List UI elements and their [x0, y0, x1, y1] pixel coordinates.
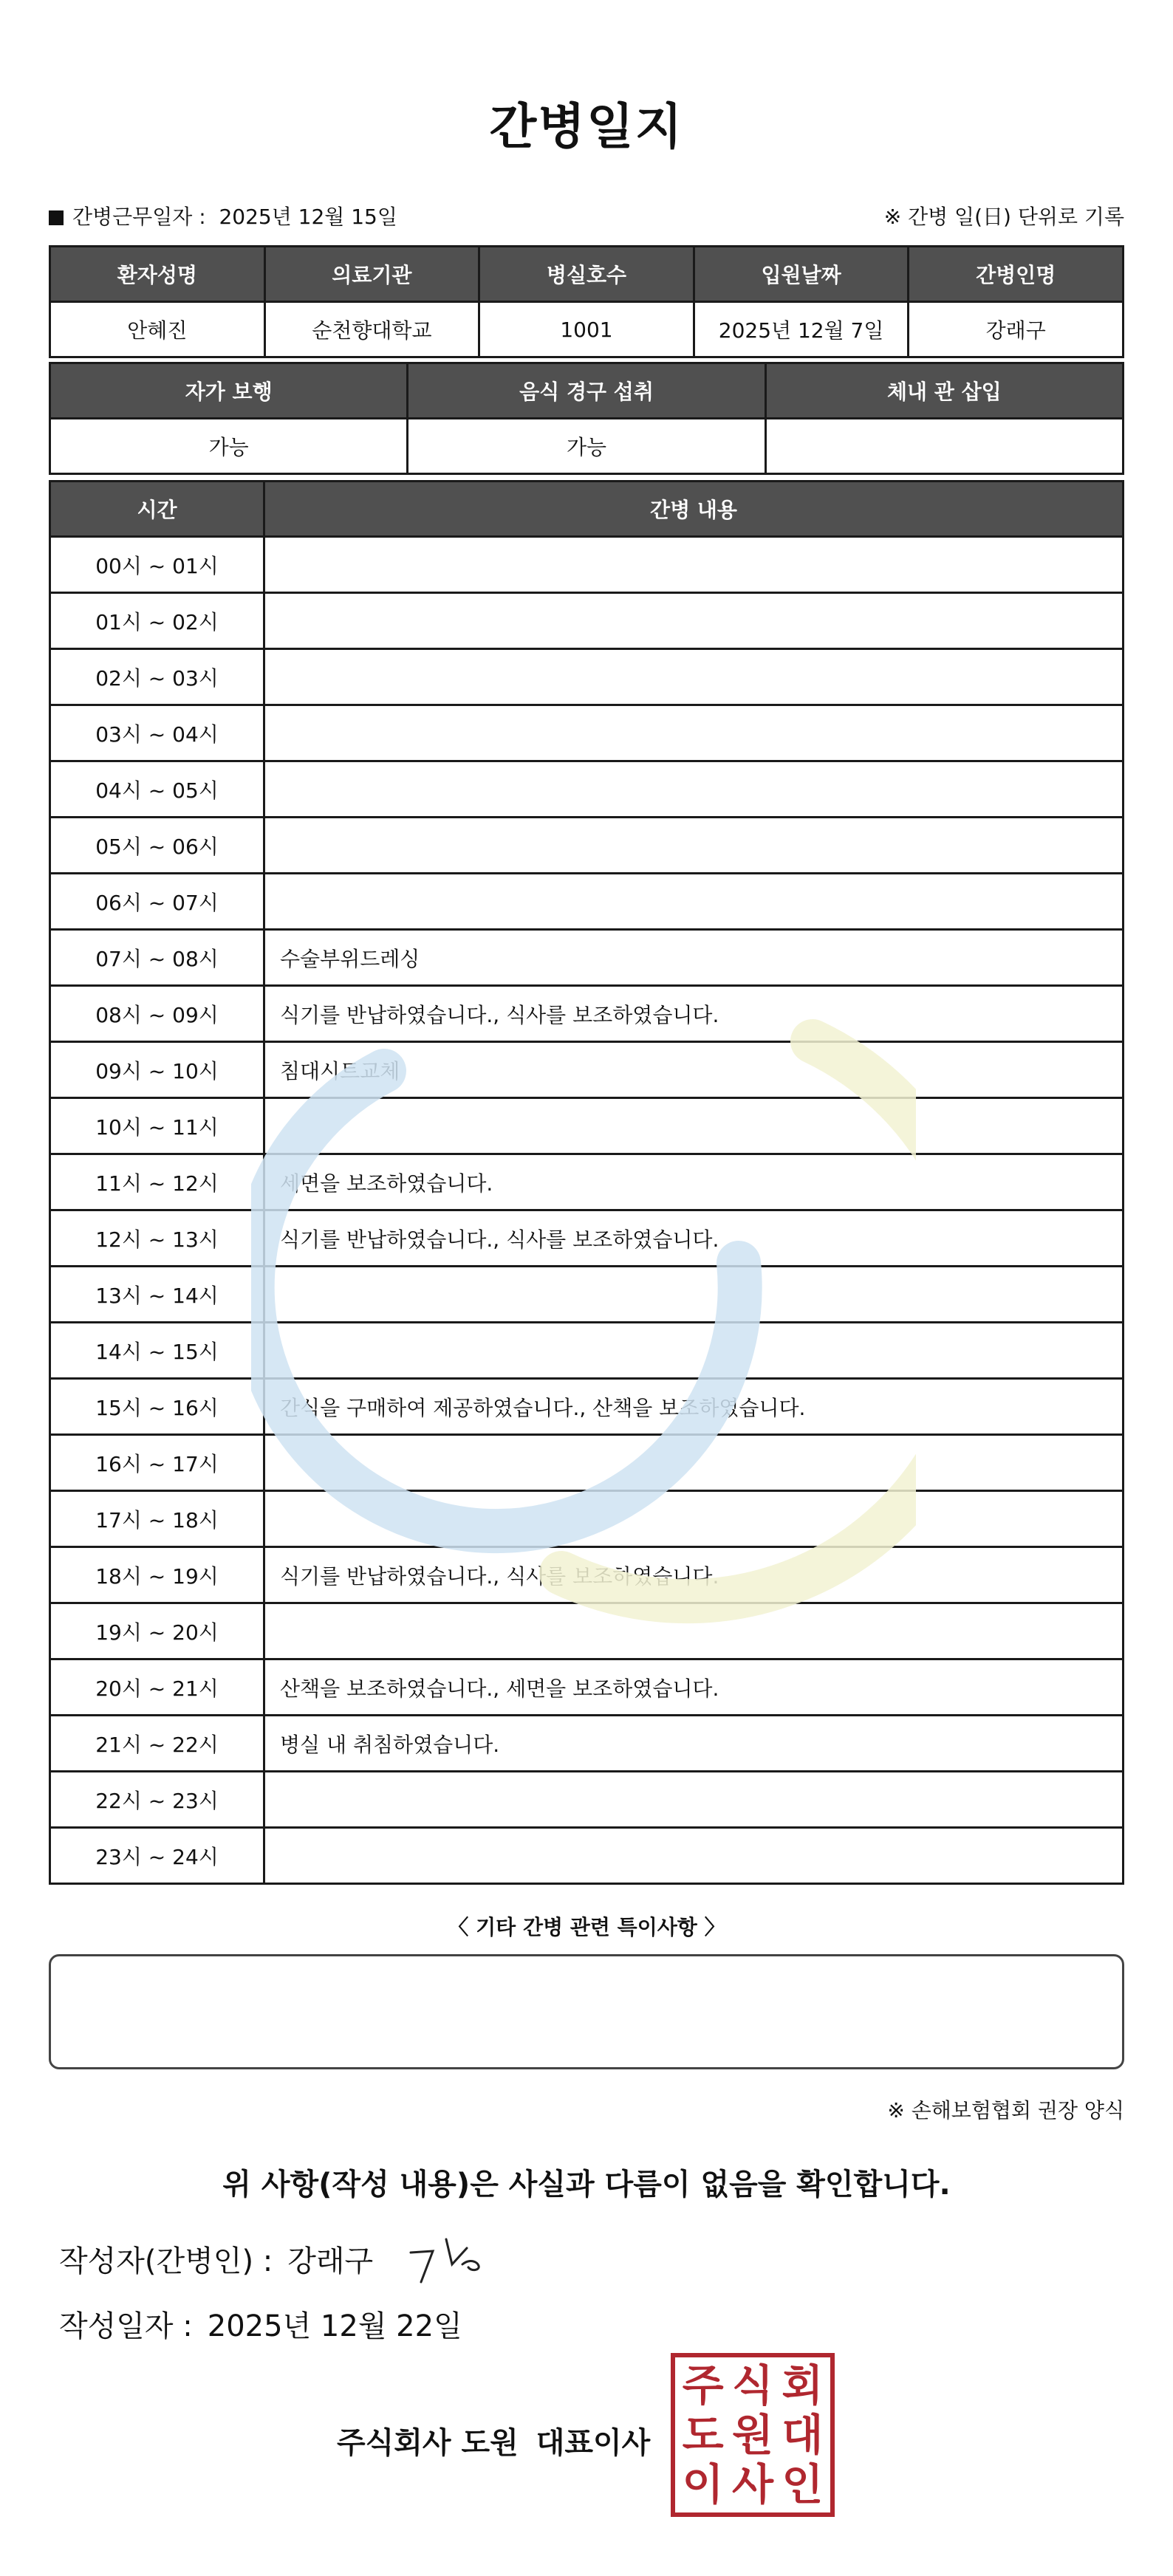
seal-character: 주 [682, 2360, 724, 2411]
table-row [50, 1603, 1124, 1659]
company-signoff [337, 2419, 650, 2462]
table-row [50, 1154, 1124, 1210]
table-row [50, 930, 1124, 986]
work-date-value: 2025년 12월 15일 [219, 205, 397, 229]
care-content-cell: 세면을 보조하였습니다. [264, 1154, 1124, 1210]
table-header: 간병인명 [909, 247, 1124, 302]
written-date-value: 2025년 12월 22일 [207, 2309, 462, 2343]
care-content-cell: 수술부위드레싱 [264, 930, 1124, 986]
company-name: 주식회사 도원 [337, 2426, 519, 2460]
table-row [50, 874, 1124, 930]
table-header-row [50, 363, 1124, 419]
seal-character: 식 [731, 2360, 773, 2411]
seal-character: 사 [731, 2459, 773, 2510]
table-row [50, 419, 1124, 474]
care-content-cell: 산책을 보조하였습니다., 세면을 보조하였습니다. [264, 1659, 1124, 1716]
table-row [50, 1491, 1124, 1547]
care-content-cell: 침대시트교체 [264, 1042, 1124, 1098]
written-date-line [59, 2303, 462, 2345]
seal-character: 원 [731, 2409, 773, 2460]
log-body [50, 537, 1124, 1884]
time-slot-cell: 19시 ~ 20시 [50, 1603, 264, 1659]
time-slot-cell: 13시 ~ 14시 [50, 1267, 264, 1323]
care-content-cell [264, 761, 1124, 818]
table-row [50, 1772, 1124, 1828]
table-row [50, 1323, 1124, 1379]
walking-cell: 가능 [50, 419, 408, 474]
hourly-log-table [49, 480, 1124, 1885]
care-content-cell [264, 1603, 1124, 1659]
time-slot-cell: 22시 ~ 23시 [50, 1772, 264, 1828]
table-row [50, 761, 1124, 818]
table-row [50, 537, 1124, 593]
special-notes-box [49, 1954, 1124, 2069]
work-date [49, 201, 397, 230]
table-header: 병실호수 [479, 247, 694, 302]
table-header: 자가 보행 [50, 363, 408, 419]
room-number-cell: 1001 [479, 302, 694, 357]
caregiver-name-cell: 강래구 [909, 302, 1124, 357]
oral-intake-cell: 가능 [408, 419, 765, 474]
time-slot-cell: 17시 ~ 18시 [50, 1491, 264, 1547]
table-row [50, 1379, 1124, 1435]
time-slot-cell: 08시 ~ 09시 [50, 986, 264, 1042]
care-content-cell: 식기를 반납하였습니다., 식사를 보조하였습니다. [264, 986, 1124, 1042]
page-title: 간병일지 [489, 98, 684, 155]
time-slot-cell: 07시 ~ 08시 [50, 930, 264, 986]
table-row [50, 302, 1124, 357]
seal-character: 이 [682, 2459, 724, 2510]
time-slot-cell: 15시 ~ 16시 [50, 1379, 264, 1435]
work-date-label: 간병근무일자 : [72, 205, 206, 229]
table-header: 환자성명 [50, 247, 265, 302]
care-content-cell [264, 705, 1124, 761]
care-content-cell: 병실 내 취침하였습니다. [264, 1716, 1124, 1772]
care-content-cell [264, 649, 1124, 705]
care-content-cell [264, 537, 1124, 593]
company-title: 대표이사 [536, 2426, 651, 2460]
table-row [50, 1210, 1124, 1267]
confirmation-statement: 위 사항(작성 내용)은 사실과 다름이 없음을 확인합니다. [222, 2168, 951, 2202]
association-note: ※ 손해보험협회 권장 양식 [887, 2098, 1124, 2123]
time-slot-cell: 10시 ~ 11시 [50, 1098, 264, 1154]
time-slot-cell: 21시 ~ 22시 [50, 1716, 264, 1772]
care-content-cell: 식기를 반납하였습니다., 식사를 보조하였습니다. [264, 1210, 1124, 1267]
table-row [50, 818, 1124, 874]
table-row [50, 1716, 1124, 1772]
table-header: 음식 경구 섭취 [408, 363, 765, 419]
seal-character: 도 [682, 2409, 724, 2460]
table-row [50, 1042, 1124, 1098]
patient-status-table [49, 362, 1124, 475]
table-header-row [50, 247, 1124, 302]
time-slot-cell: 01시 ~ 02시 [50, 593, 264, 649]
time-slot-cell: 09시 ~ 10시 [50, 1042, 264, 1098]
table-row [50, 1659, 1124, 1716]
hospital-cell: 순천향대학교 [264, 302, 479, 357]
table-header: 체내 관 삽입 [765, 363, 1123, 419]
time-slot-cell: 02시 ~ 03시 [50, 649, 264, 705]
writer-label: 작성자(간병인) : [59, 2244, 273, 2278]
table-header: 간병 내용 [264, 482, 1124, 537]
table-row [50, 649, 1124, 705]
time-slot-cell: 12시 ~ 13시 [50, 1210, 264, 1267]
time-slot-cell: 11시 ~ 12시 [50, 1154, 264, 1210]
company-seal-stamp [671, 2353, 835, 2517]
table-row [50, 1267, 1124, 1323]
time-slot-cell: 00시 ~ 01시 [50, 537, 264, 593]
handwritten-signature [405, 2229, 501, 2288]
unit-note: ※ 간병 일(日) 단위로 기록 [883, 205, 1124, 229]
care-content-cell [264, 1772, 1124, 1828]
square-bullet-icon [49, 210, 64, 225]
table-row [50, 1435, 1124, 1491]
patient-name-cell: 안혜진 [50, 302, 265, 357]
patient-info-table [49, 245, 1124, 358]
care-content-cell [264, 874, 1124, 930]
time-slot-cell: 03시 ~ 04시 [50, 705, 264, 761]
care-content-cell [264, 1098, 1124, 1154]
care-content-cell [264, 1267, 1124, 1323]
time-slot-cell: 06시 ~ 07시 [50, 874, 264, 930]
table-row [50, 593, 1124, 649]
table-header: 시간 [50, 482, 264, 537]
time-slot-cell: 04시 ~ 05시 [50, 761, 264, 818]
table-header: 입원날짜 [694, 247, 909, 302]
time-slot-cell: 14시 ~ 15시 [50, 1323, 264, 1379]
time-slot-cell: 20시 ~ 21시 [50, 1659, 264, 1716]
care-content-cell [264, 593, 1124, 649]
seal-character: 회 [782, 2360, 824, 2411]
care-content-cell [264, 1828, 1124, 1884]
time-slot-cell: 05시 ~ 06시 [50, 818, 264, 874]
care-content-cell [264, 1491, 1124, 1547]
seal-character: 대 [782, 2409, 824, 2460]
tube-insertion-cell [765, 419, 1123, 474]
table-row [50, 1828, 1124, 1884]
table-row [50, 986, 1124, 1042]
table-row [50, 705, 1124, 761]
written-date-label: 작성일자 : [59, 2309, 193, 2343]
time-slot-cell: 18시 ~ 19시 [50, 1547, 264, 1603]
writer-name: 강래구 [287, 2244, 374, 2278]
care-content-cell [264, 818, 1124, 874]
admission-date-cell: 2025년 12월 7일 [694, 302, 909, 357]
care-content-cell [264, 1435, 1124, 1491]
table-header-row [50, 482, 1124, 537]
seal-character: 인 [782, 2459, 824, 2510]
time-slot-cell: 16시 ~ 17시 [50, 1435, 264, 1491]
care-content-cell: 간식을 구매하여 제공하였습니다., 산책을 보조하였습니다. [264, 1379, 1124, 1435]
table-row [50, 1098, 1124, 1154]
care-content-cell [264, 1323, 1124, 1379]
care-content-cell: 식기를 반납하였습니다., 식사를 보조하였습니다. [264, 1547, 1124, 1603]
writer-line [59, 2238, 373, 2280]
table-header: 의료기관 [264, 247, 479, 302]
table-row [50, 1547, 1124, 1603]
special-notes-title: 〈 기타 간병 관련 특이사항 〉 [448, 1915, 725, 1939]
time-slot-cell: 23시 ~ 24시 [50, 1828, 264, 1884]
